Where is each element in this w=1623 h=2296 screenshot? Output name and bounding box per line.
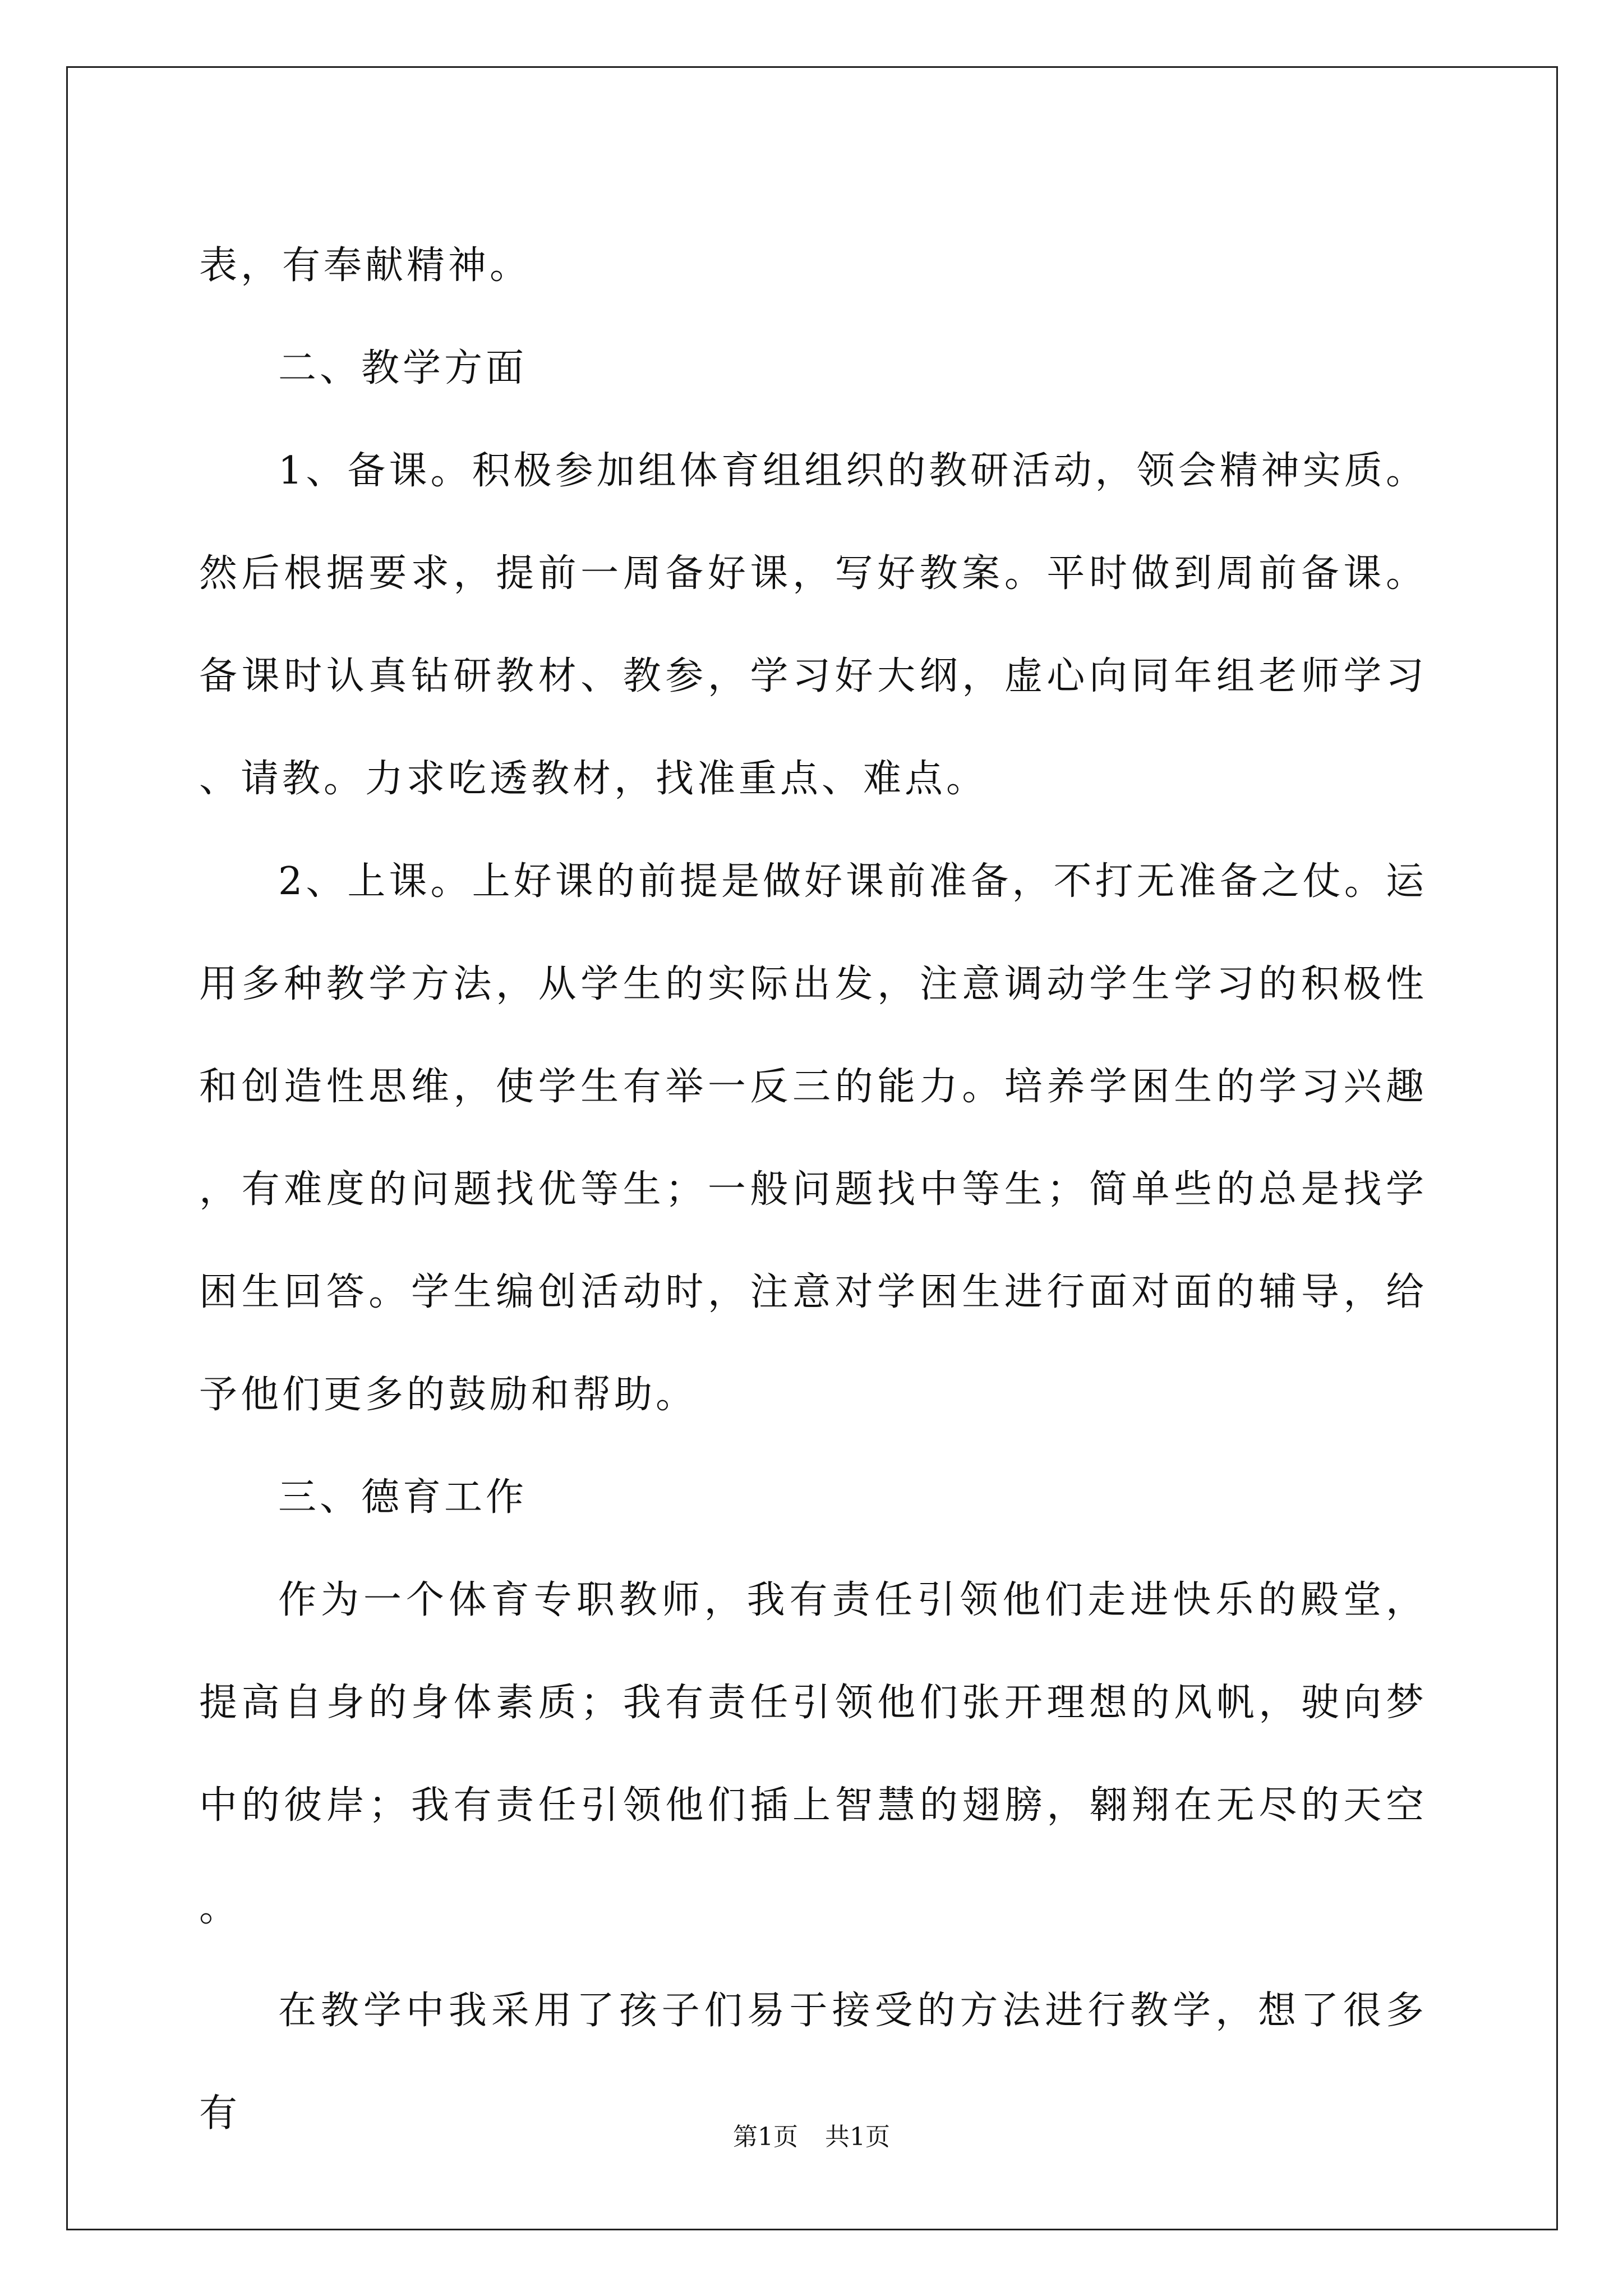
page-number: 第1页 xyxy=(733,2123,798,2151)
page-footer xyxy=(0,2120,1623,2154)
paragraph-classes: 2、上课。上好课的前提是做好课前准备，不打无准备之仗。运用多种教学方法，从学生的实际出发，注意调动学生学习的积极性和创造性思维，使学生有举一反三的能力。培养学困生的学习兴趣，有难度的问题找优等生；一般问题找中等生；简单些的总是找学困生回答。学生编创活动时，注意对学困生进行面对面的辅导，给予他们更多的鼓励和帮助。 xyxy=(199,859,1427,1417)
paragraph-continuation: 表，有奉献精神。 xyxy=(199,243,532,288)
section-heading-teaching: 二、教学方面 xyxy=(278,346,528,390)
page-total: 共1页 xyxy=(825,2123,890,2151)
paragraph-lesson-prep: 1、备课。积极参加组体育组组织的教研活动，领会精神实质。然后根据要求，提前一周备好课，写好教案。平时做到周前备课。备课时认真钻研教材、教参，学习好大纲，虚心向同年组老师学习、请教。力求吃透教材，找准重点、难点。 xyxy=(199,449,1427,801)
section-heading-moral-education: 三、德育工作 xyxy=(278,1475,528,1520)
document-body xyxy=(199,214,1427,2165)
paragraph-teaching-methods: 在教学中我采用了孩子们易于接受的方法进行教学，想了很多有 xyxy=(199,1989,1427,2136)
paragraph-pe-teacher-role: 作为一个体育专职教师，我有责任引领他们走进快乐的殿堂，提高自身的身体素质；我有责任引领他们张开理想的风帆，驶向梦中的彼岸；我有责任引领他们插上智慧的翅膀，翱翔在无尽的天空。 xyxy=(199,1578,1427,1930)
